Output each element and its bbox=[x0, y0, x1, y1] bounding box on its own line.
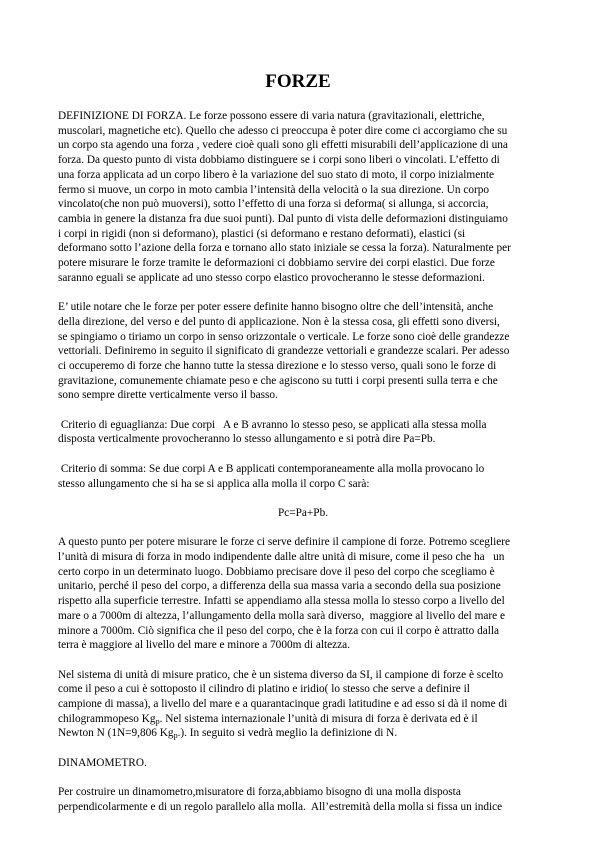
text-line: vincolato(che non può muoversi), sotto l’effetto di una forza si deforma( si allunga, si accorcia, bbox=[58, 198, 489, 211]
text-line: rispetto alla superficie terrestre. Infatti se appendiamo alla stessa molla lo stesso corpo a livello del bbox=[58, 595, 505, 608]
text-line: stesso allungamento che si ha se si applica alla molla il corpo C sarà: bbox=[58, 477, 370, 490]
text-line: muscolari, magnetiche etc). Quello che adesso ci preoccupa è poter dire come ci accorgiamo che su bbox=[58, 124, 508, 137]
subscript: p bbox=[173, 731, 178, 741]
text-line: certo corpo in un determinato luogo. Dobbiamo precisare dove il peso del corpo che scegliamo è bbox=[58, 565, 495, 578]
text-line: E’ utile notare che le forze per poter essere definite hanno bisogno oltre che dell’intensità, anche bbox=[58, 301, 494, 314]
text-line: se spingiamo o tiriamo un corpo in senso orizzontale o verticale. Le forze sono cioè delle grandezze bbox=[58, 330, 510, 343]
text-line: l’unità di misura di forza in modo indipendente dalle altre unità di misure, come il peso che ha un bbox=[58, 551, 505, 564]
paragraph-vector-forces bbox=[58, 300, 548, 403]
text-line: DEFINIZIONE DI FORZA. Le forze possono essere di varia natura (gravitazionali, elettriche, bbox=[58, 110, 485, 122]
paragraph-force-sample bbox=[58, 535, 548, 653]
text-line-kgp bbox=[58, 712, 548, 727]
text-line: Per costruire un dinamometro,misuratore di forza,abbiamo bisogno di una molla disposta bbox=[58, 786, 461, 799]
text-line: un corpo sta agendo una forza , vedere cioè quali sono gli effetti misurabili dell’applicazione di una bbox=[58, 139, 508, 152]
text-line: forza. Da questo punto di vista dobbiamo distinguere se i corpi sono liberi o vincolati. L’effetto di bbox=[58, 154, 500, 167]
text-line: mare o a 7000m di altezza, l’allungamento della molla sarà diverso, maggiore al livello del mare e bbox=[58, 609, 505, 622]
text-line: cambia in genere la distanza fra due suoi punti). Dal punto di vista delle deformazioni distinguiamo bbox=[58, 212, 508, 225]
text-line: sono sempre dirette verticalmente verso il basso. bbox=[58, 389, 278, 402]
text-segment: chilogrammopeso Kg bbox=[58, 712, 156, 725]
text-line: vettoriali. Definiremo in seguito il significato di grandezze vettoriali e grandezze scalari. Per adesso bbox=[58, 345, 510, 358]
paragraph-dynamometer bbox=[58, 785, 548, 814]
paragraph-equality-criterion bbox=[58, 418, 548, 447]
text-line: saranno eguali se applicate ad uno stesso corpo elastico provocheranno le stesse deformazioni. bbox=[58, 271, 485, 284]
text-line: ci occuperemo di forze che hanno tutte la stessa direzione e lo stesso verso, quali sono le forze di bbox=[58, 359, 497, 372]
text-line: Criterio di eguaglianza: Due corpi A e B avranno lo stesso peso, se applicati alla stessa molla bbox=[58, 418, 487, 431]
text-line: Criterio di somma: Se due corpi A e B applicati contemporaneamente alla molla provocano lo bbox=[58, 462, 485, 475]
page-title: FORZE bbox=[265, 71, 331, 92]
text-line: della direzione, del verso e del punto di applicazione. Non è la stessa cosa, gli effetti sono diversi, bbox=[58, 315, 500, 328]
text-line: i corpi in rigidi (non si deformano), plastici (si deformano e restano deformati), elastici (si bbox=[58, 227, 466, 240]
text-line: come il peso a cui è sottoposto il cilindro di platino e iridio( lo stesso che serve a definire il bbox=[58, 683, 470, 696]
section-heading-dynamometer bbox=[58, 756, 548, 771]
formula-sum bbox=[58, 506, 548, 521]
text-segment: . Nel sistema internazionale l’unità di misura di forza è derivata ed è il bbox=[159, 712, 478, 725]
text-line: disposta verticalmente provocheranno lo stesso allungamento e si potrà dire Pa=Pb. bbox=[58, 433, 436, 446]
text-line: campione di massa), a livello del mare e a quarantacinque gradi latitudine e ad esso si dà il nome di bbox=[58, 698, 508, 711]
text-line: A questo punto per potere misurare le forze ci serve definire il campione di forze. Potremo scegliere bbox=[58, 536, 511, 549]
text-segment: Newton N (1N=9,806 Kg bbox=[58, 727, 174, 740]
text-line: gravitazione, comunemente chiamate peso e che agiscono su tutti i corpi presenti sulla terra e che bbox=[58, 374, 498, 387]
heading-text: DINAMOMETRO. bbox=[58, 756, 147, 769]
text-segment: .). In seguito si vedrà meglio la definizione di N. bbox=[177, 727, 398, 740]
text-line: unitario, perché il peso del corpo, a differenza della sua massa varia a secondo della sua posizione bbox=[58, 580, 501, 593]
text-line: fermo si muove, un corpo in moto cambia l’intensità della velocità o la sua direzione. Un corpo bbox=[58, 183, 490, 196]
text-line: perpendicolarmente e di un regolo parallelo alla molla. All’estremità della molla si fissa un indice bbox=[58, 800, 503, 813]
text-line: terra è maggiore al livello del mare e minore a 7000m di altezza. bbox=[58, 639, 351, 652]
subscript: p bbox=[155, 716, 160, 726]
text-line: minore a 7000m. Ciò significa che il peso del corpo, che è la forza con cui il corpo è attratto dalla bbox=[58, 624, 500, 637]
text-line: una forza applicata ad un corpo libero è la variazione del suo stato di moto, il corpo inizialmente bbox=[58, 168, 495, 181]
paragraph-unit-systems bbox=[58, 668, 548, 742]
document-body bbox=[58, 109, 548, 829]
text-line: deformano sotto l’azione della forza e tornano allo stato iniziale se cessa la forza). Naturalmente per bbox=[58, 242, 511, 255]
text-line: Nel sistema di unità di misure pratico, che è un sistema diverso da SI, il campione di forze è scelto bbox=[58, 668, 504, 681]
paragraph-sum-criterion bbox=[58, 462, 548, 491]
paragraph-force-definition bbox=[58, 109, 548, 285]
text-line-newton bbox=[58, 726, 548, 741]
formula-text: Pc=Pa+Pb. bbox=[277, 506, 329, 519]
text-line: potere misurare le forze tramite le deformazioni ci dobbiamo servire dei corpi elastici. Due forze bbox=[58, 257, 495, 270]
